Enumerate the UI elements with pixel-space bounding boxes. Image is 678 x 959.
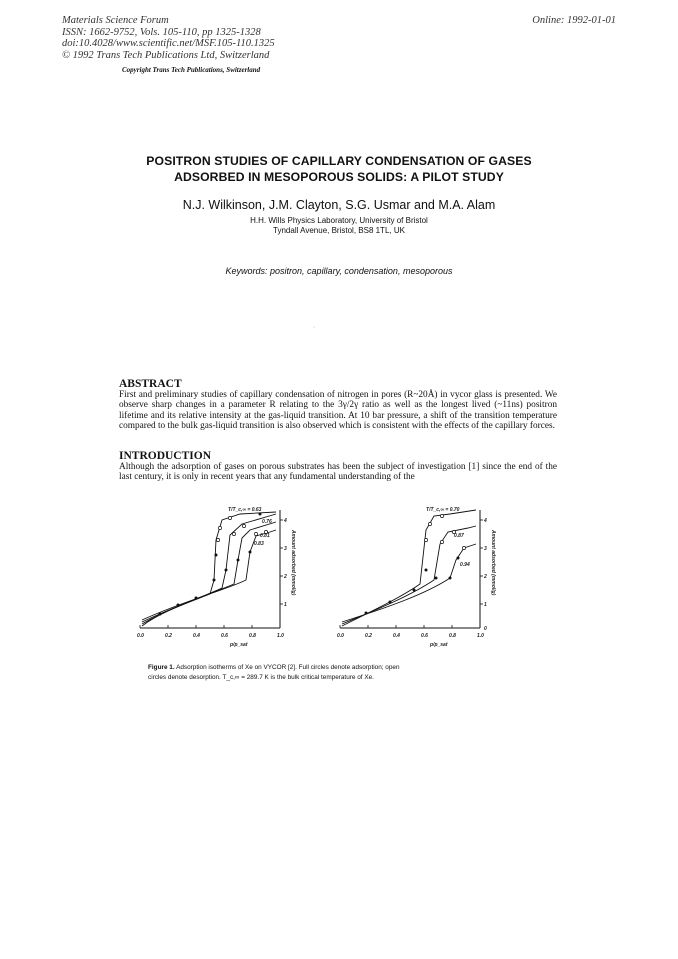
keywords: Keywords: positron, capillary, condensation, mesoporous bbox=[225, 266, 453, 276]
online-date: Online: 1992-01-01 bbox=[532, 15, 616, 26]
journal-name: Materials Science Forum bbox=[62, 15, 169, 26]
right-temp-label-2: 0.94 bbox=[460, 562, 470, 568]
left-x-label: p/p_sat bbox=[230, 642, 248, 648]
right-x-tick-5: 1.0 bbox=[477, 633, 484, 639]
right-x-tick-1: 0.2 bbox=[365, 633, 372, 639]
right-x-tick-0: 0.0 bbox=[337, 633, 344, 639]
left-y-label: Amount adsorbed (mmol/g) bbox=[290, 530, 296, 596]
right-y-tick-3: 3 bbox=[484, 546, 487, 552]
left-y-tick-1: 1 bbox=[284, 602, 287, 608]
right-y-tick-2: 2 bbox=[484, 574, 487, 580]
caption-text-1: Adsorption isotherms of Xe on VYCOR [2]. Full circles denote adsorption; open bbox=[176, 664, 400, 671]
right-y-label: Amount adsorbed (mmol/g) bbox=[490, 530, 496, 596]
caption-line-1 bbox=[148, 663, 528, 673]
title-line-1: POSITRON STUDIES OF CAPILLARY CONDENSATION OF GASES bbox=[146, 154, 532, 168]
right-x-tick-4: 0.8 bbox=[449, 633, 456, 639]
right-y-tick-0: 0 bbox=[484, 626, 487, 632]
copyright-line: © 1992 Trans Tech Publications Ltd, Switzerland bbox=[62, 49, 270, 61]
left-y-tick-2: 2 bbox=[284, 574, 287, 580]
left-x-tick-5: 1.0 bbox=[277, 633, 284, 639]
left-x-tick-4: 0.8 bbox=[249, 633, 256, 639]
abstract-heading: ABSTRACT bbox=[119, 378, 182, 390]
abstract-body: First and preliminary studies of capillary condensation of nitrogen in pores (R~20Å) in vycor glass is presented. We observe sharp changes in a parameter R relating to the 3γ/2γ ratio as well as the longest lived (~11ns) positron lifetime and its relative intensity at the gas-liquid transition. At 10 bar pressure, a shift of the transition temperature compared to the bulk gas-liquid transition is also observed which is consistent with the effects of the capillary forces. bbox=[119, 390, 557, 431]
right-temp-label-top: T/T_c,∞ = 0.70 bbox=[426, 507, 460, 513]
right-x-tick-2: 0.4 bbox=[393, 633, 400, 639]
affiliation-line-1: H.H. Wills Physics Laboratory, University of Bristol bbox=[250, 216, 428, 225]
title-line-2: ADSORBED IN MESOPOROUS SOLIDS: A PILOT STUDY bbox=[174, 170, 504, 184]
left-x-tick-3: 0.6 bbox=[221, 633, 228, 639]
journal-header bbox=[62, 15, 275, 61]
right-temp-label-1: 0.87 bbox=[454, 533, 464, 539]
left-temp-label-3: 0.83 bbox=[254, 541, 264, 547]
affiliation-line-2: Tyndall Avenue, Bristol, BS8 1TL, UK bbox=[273, 226, 405, 235]
right-y-tick-4: 4 bbox=[484, 518, 487, 524]
authors: N.J. Wilkinson, J.M. Clayton, S.G. Usmar and M.A. Alam bbox=[182, 198, 496, 212]
right-x-tick-3: 0.6 bbox=[421, 633, 428, 639]
right-y-tick-1: 1 bbox=[484, 602, 487, 608]
affiliation bbox=[0, 216, 678, 236]
caption-label: Figure 1. bbox=[148, 664, 175, 671]
issn-line: ISSN: 1662-9752, Vols. 105-110, pp 1325-1328 bbox=[62, 26, 261, 38]
right-isotherm-panel bbox=[337, 507, 496, 648]
introduction-body: Although the adsorption of gases on porous substrates has been the subject of investigation [1] since the end of the last century, it is only in recent years that any fundamental understanding of the bbox=[119, 462, 557, 483]
left-temp-label-2: 0.81 bbox=[260, 533, 270, 539]
doi-line: doi:10.4028/www.scientific.net/MSF.105-110.1325 bbox=[62, 38, 275, 49]
isotherm-figure bbox=[130, 500, 510, 660]
left-isotherm-panel bbox=[137, 507, 296, 648]
left-y-tick-3: 3 bbox=[284, 546, 287, 552]
left-x-tick-0: 0.0 bbox=[137, 633, 144, 639]
stray-mark: · bbox=[313, 325, 315, 331]
caption-line-2: circles denote desorption. T_c,∞ = 289.7 K is the bulk critical temperature of Xe. bbox=[148, 674, 374, 681]
left-y-tick-4: 4 bbox=[284, 518, 287, 524]
right-x-label: p/p_sat bbox=[430, 642, 448, 648]
figure-caption bbox=[148, 663, 528, 683]
left-temp-label-1: 0.76 bbox=[262, 519, 272, 525]
paper-title bbox=[0, 153, 678, 185]
left-x-tick-2: 0.4 bbox=[193, 633, 200, 639]
introduction-heading: INTRODUCTION bbox=[119, 450, 212, 462]
publisher-copyright: Copyright Trans Tech Publications, Switzerland bbox=[122, 66, 261, 74]
left-x-tick-1: 0.2 bbox=[165, 633, 172, 639]
left-temp-label-top: T/T_c,∞ = 0.63 bbox=[228, 507, 262, 513]
